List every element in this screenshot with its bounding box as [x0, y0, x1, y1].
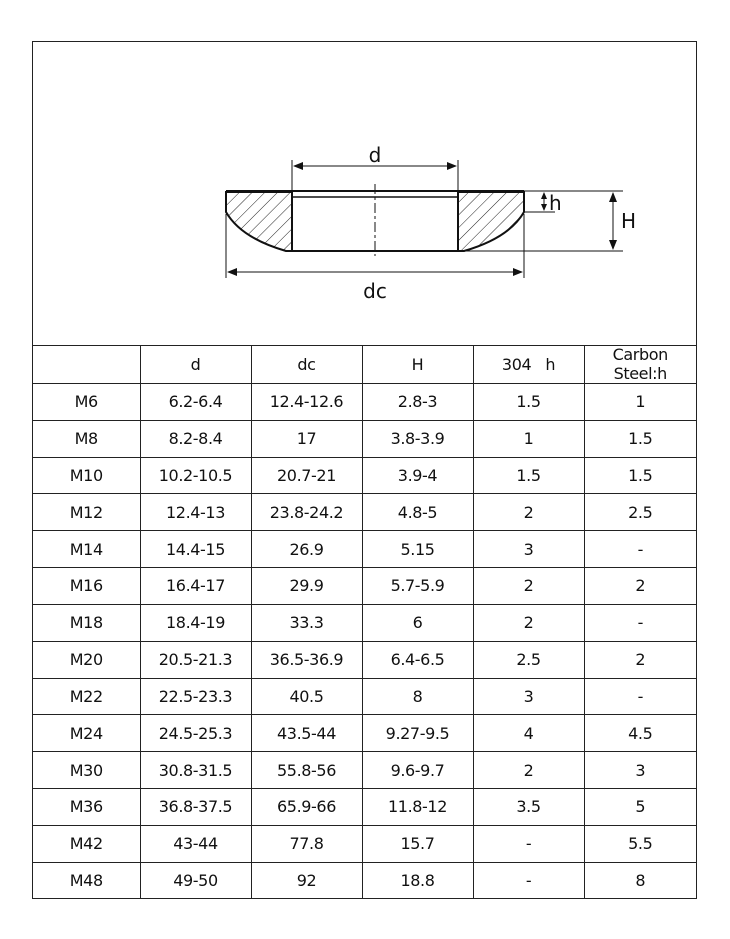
cell-carbon-steel-h: 3 [584, 752, 696, 789]
h-arrow-top [541, 192, 547, 199]
cell-size: M6 [33, 384, 140, 421]
table-row [33, 678, 696, 715]
dc-arrow-right [513, 268, 523, 276]
cell-dc: 92 [251, 862, 362, 898]
cell-H: 5.7-5.9 [362, 568, 473, 605]
table-row [33, 788, 696, 825]
cell-H: 3.8-3.9 [362, 420, 473, 457]
cell-size: M30 [33, 752, 140, 789]
cell-carbon-steel-h: 2 [584, 568, 696, 605]
cell-carbon-steel-h: - [584, 678, 696, 715]
cell-carbon-steel-h: 1.5 [584, 420, 696, 457]
cell-size: M8 [33, 420, 140, 457]
cell-H: 9.27-9.5 [362, 715, 473, 752]
cell-304-h: 1 [473, 420, 584, 457]
left-section-hatch [226, 192, 292, 251]
table-body [33, 384, 696, 899]
table-header-row [33, 345, 696, 384]
cell-carbon-steel-h: 5.5 [584, 825, 696, 862]
cell-size: M22 [33, 678, 140, 715]
d-arrow-right [447, 162, 457, 170]
table-row [33, 604, 696, 641]
cell-d: 24.5-25.3 [140, 715, 251, 752]
table-row [33, 641, 696, 678]
cell-d: 18.4-19 [140, 604, 251, 641]
cell-carbon-steel-h: - [584, 531, 696, 568]
cell-d: 12.4-13 [140, 494, 251, 531]
cell-H: 11.8-12 [362, 788, 473, 825]
header-304-h: 304 h [473, 345, 584, 384]
header-H: H [362, 345, 473, 384]
cell-size: M42 [33, 825, 140, 862]
cell-304-h: - [473, 862, 584, 898]
cell-d: 22.5-23.3 [140, 678, 251, 715]
cell-d: 16.4-17 [140, 568, 251, 605]
cell-carbon-steel-h: 8 [584, 862, 696, 898]
header-d: d [140, 345, 251, 384]
table-row [33, 384, 696, 421]
dc-arrow-left [227, 268, 237, 276]
cell-304-h: 3.5 [473, 788, 584, 825]
cell-dc: 23.8-24.2 [251, 494, 362, 531]
cell-304-h: 3 [473, 531, 584, 568]
cell-H: 8 [362, 678, 473, 715]
table-row [33, 862, 696, 898]
cell-304-h: 1.5 [473, 457, 584, 494]
cell-dc: 40.5 [251, 678, 362, 715]
spec-sheet [32, 41, 697, 899]
cell-carbon-steel-h: 4.5 [584, 715, 696, 752]
table-row [33, 752, 696, 789]
cell-dc: 33.3 [251, 604, 362, 641]
cell-dc: 29.9 [251, 568, 362, 605]
table-row [33, 494, 696, 531]
cell-d: 10.2-10.5 [140, 457, 251, 494]
cell-dc: 20.7-21 [251, 457, 362, 494]
cell-carbon-steel-h: - [584, 604, 696, 641]
H-arrow-top [609, 192, 617, 202]
table-row [33, 531, 696, 568]
cell-size: M16 [33, 568, 140, 605]
cell-d: 14.4-15 [140, 531, 251, 568]
H-arrow-bottom [609, 240, 617, 250]
cell-H: 18.8 [362, 862, 473, 898]
d-label: d [368, 143, 382, 167]
cell-d: 6.2-6.4 [140, 384, 251, 421]
cell-size: M12 [33, 494, 140, 531]
cell-carbon-steel-h: 1.5 [584, 457, 696, 494]
cell-H: 3.9-4 [362, 457, 473, 494]
cell-size: M14 [33, 531, 140, 568]
cell-d: 43-44 [140, 825, 251, 862]
table-row [33, 715, 696, 752]
cell-304-h: - [473, 825, 584, 862]
cell-dc: 12.4-12.6 [251, 384, 362, 421]
table-row [33, 420, 696, 457]
cell-size: M24 [33, 715, 140, 752]
table-row [33, 825, 696, 862]
cell-carbon-steel-h: 5 [584, 788, 696, 825]
cell-304-h: 2 [473, 604, 584, 641]
cell-dc: 55.8-56 [251, 752, 362, 789]
H-label: H [621, 209, 637, 233]
washer-cross-section-drawing [33, 42, 696, 346]
cell-d: 30.8-31.5 [140, 752, 251, 789]
cell-304-h: 2 [473, 494, 584, 531]
dc-label: dc [363, 279, 387, 303]
cell-H: 5.15 [362, 531, 473, 568]
washer-drawing-svg [33, 42, 696, 345]
cell-d: 36.8-37.5 [140, 788, 251, 825]
dimension-table [33, 345, 696, 898]
h-label: h [549, 191, 562, 215]
cell-d: 20.5-21.3 [140, 641, 251, 678]
cell-dc: 77.8 [251, 825, 362, 862]
cell-d: 49-50 [140, 862, 251, 898]
cell-carbon-steel-h: 1 [584, 384, 696, 421]
header-size [33, 345, 140, 384]
table-row [33, 568, 696, 605]
table-row [33, 457, 696, 494]
header-carbon-steel-h: Carbon Steel:h [584, 345, 696, 384]
cell-H: 6.4-6.5 [362, 641, 473, 678]
cell-carbon-steel-h: 2 [584, 641, 696, 678]
cell-size: M36 [33, 788, 140, 825]
cell-size: M18 [33, 604, 140, 641]
cell-304-h: 4 [473, 715, 584, 752]
cell-size: M10 [33, 457, 140, 494]
cell-dc: 36.5-36.9 [251, 641, 362, 678]
cell-304-h: 2.5 [473, 641, 584, 678]
cell-H: 6 [362, 604, 473, 641]
d-arrow-left [293, 162, 303, 170]
cell-304-h: 1.5 [473, 384, 584, 421]
cell-dc: 43.5-44 [251, 715, 362, 752]
cell-d: 8.2-8.4 [140, 420, 251, 457]
right-section-hatch [458, 192, 524, 251]
h-arrow-bottom [541, 204, 547, 211]
cell-H: 9.6-9.7 [362, 752, 473, 789]
cell-304-h: 2 [473, 568, 584, 605]
header-dc: dc [251, 345, 362, 384]
cell-304-h: 3 [473, 678, 584, 715]
cell-dc: 26.9 [251, 531, 362, 568]
cell-size: M20 [33, 641, 140, 678]
cell-304-h: 2 [473, 752, 584, 789]
cell-size: M48 [33, 862, 140, 898]
cell-H: 4.8-5 [362, 494, 473, 531]
cell-H: 2.8-3 [362, 384, 473, 421]
cell-carbon-steel-h: 2.5 [584, 494, 696, 531]
cell-dc: 65.9-66 [251, 788, 362, 825]
cell-dc: 17 [251, 420, 362, 457]
cell-H: 15.7 [362, 825, 473, 862]
